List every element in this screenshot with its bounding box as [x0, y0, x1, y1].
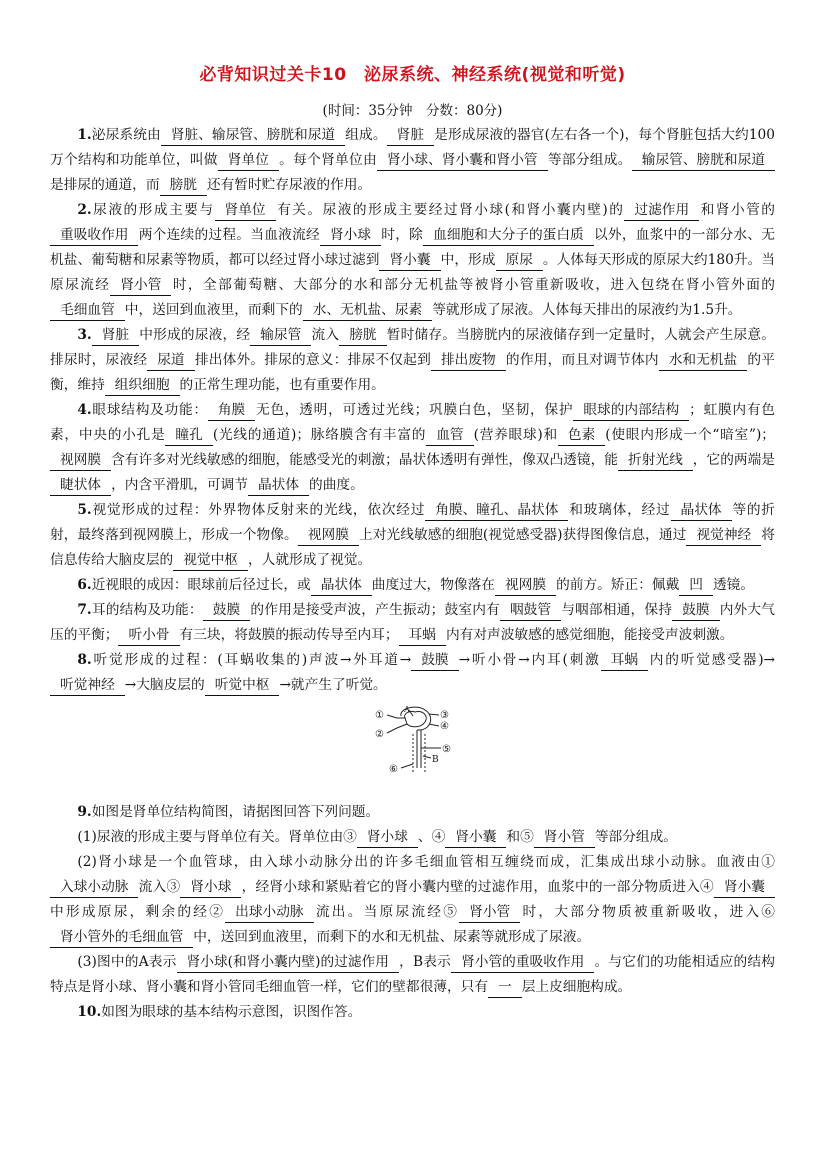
question-text: 有三块，将鼓膜的振动传导至内耳； [179, 627, 399, 643]
tubule-shape [417, 730, 421, 768]
time-score-line: (时间：35分钟 分数：80分) [322, 103, 503, 119]
label-4: ④ [440, 721, 449, 732]
question-6 [50, 573, 775, 598]
question-text: 中形成原尿，剩余的经② [50, 904, 226, 920]
question-text: 视觉形成的过程：外界物体反射来的光线，依次经过 [91, 502, 426, 518]
question-text: 有关。尿液的形成主要经过肾小球(和肾小囊内壁)的 [275, 202, 625, 218]
answer-blank: 瞳孔 [165, 426, 212, 446]
question-text: ，它的两端是 [692, 452, 775, 468]
question-text: 内的听觉感受器)→ [648, 652, 776, 668]
label-6: ⑥ [389, 764, 398, 775]
question-text: 的曲度。 [309, 477, 364, 493]
answer-blank: 肾小管 [459, 903, 520, 923]
answer-blank: 肾脏 [92, 326, 139, 346]
question-text: ，内含平滑肌，可调节 [111, 477, 248, 493]
question-text: 流入 [311, 327, 340, 343]
question-text: 的作用，而且对调节体内 [505, 352, 659, 368]
answer-blank: 输尿管、膀胱和尿道 [632, 151, 775, 171]
answer-blank: 肾小管外的毛细血管 [50, 928, 193, 948]
question-text: 等部分组成。 [594, 829, 677, 845]
question-text: 组成。 [345, 127, 387, 143]
answer-blank: 肾脏、输尿管、膀胱和尿道 [161, 126, 345, 146]
answer-blank: 睫状体 [50, 476, 111, 496]
label-2: ② [375, 729, 384, 740]
answer-blank: 视网膜 [495, 576, 556, 596]
question-text: 、④ [417, 829, 446, 845]
question-text: 尿液的形成主要与 [91, 202, 215, 218]
answer-blank: 入球小动脉 [50, 878, 138, 898]
label-3: ③ [440, 710, 449, 721]
question-number: 2. [77, 202, 92, 218]
answer-blank: 视觉中枢 [173, 551, 248, 571]
answer-blank: 肾小管的重吸收作用 [451, 953, 594, 973]
question-text: 。人体每天形成的原尿大约180升。当原尿流经 [50, 252, 775, 293]
question-text: 将信息传给大脑皮层的 [50, 527, 775, 568]
question-text: ；虹膜内有色素，中央的小孔是 [50, 402, 775, 443]
question-text: 泌尿系统由 [91, 127, 161, 143]
question-text: 中，形成 [440, 252, 496, 268]
question-text: ，人就形成了视觉。 [247, 552, 372, 568]
answer-blank: 肾小球、肾小囊和肾小管 [377, 151, 548, 171]
answer-blank: 肾小管 [534, 828, 595, 848]
leader-line-6 [401, 764, 413, 768]
question-3 [50, 323, 775, 398]
answer-blank: 晶状体 [671, 501, 732, 521]
question-number: 9. [77, 804, 92, 820]
answer-blank: 肾小囊 [445, 828, 506, 848]
question-text: 层上皮细胞构成。 [521, 979, 632, 995]
answer-blank: 鼓膜 [203, 601, 250, 621]
nephron-diagram [373, 706, 473, 786]
question-text: 眼球结构及功能： [91, 402, 208, 418]
answer-blank: 晶状体 [311, 576, 372, 596]
question-text: 中，送回到血液里，而剩下的 [124, 302, 303, 318]
answer-blank: 血细胞和大分子的蛋白质 [423, 226, 594, 246]
answer-blank: 鼓膜 [411, 651, 458, 671]
question-text: 。与它们的功能相适应的结构特点是肾小球、肾小囊和肾小管同毛细血管一样，它们的壁都很薄，只有 [50, 954, 775, 995]
question-9-part-2 [50, 850, 775, 950]
question-text: 时，大部分物质被重新吸收，进入⑥ [520, 904, 775, 920]
question-text: (营养眼球)和 [473, 427, 558, 443]
question-text: 两个连续的过程。当血液流经 [138, 227, 320, 243]
answer-blank: 耳蜗 [399, 626, 446, 646]
question-number: 5. [77, 502, 92, 518]
question-text: 含有许多对光线敏感的细胞，能感受光的刺激；晶状体透明有弹性，像双凸透镜，能 [111, 452, 619, 468]
answer-blank: 色素 [558, 426, 605, 446]
question-text: (光线的通道)；脉络膜含有丰富的 [212, 427, 427, 443]
answer-blank: 晶状体 [248, 476, 309, 496]
leader-line-b [423, 756, 431, 758]
answer-blank: 出球小动脉 [225, 903, 313, 923]
efferent-arteriole-shape [397, 724, 407, 728]
question-text: 的前方。矫正：佩戴 [556, 577, 680, 593]
leader-line-3 [429, 714, 439, 715]
question-text: 与咽部相通，保持 [561, 602, 673, 618]
answer-blank: 听觉中枢 [205, 676, 280, 696]
question-number: 6. [77, 577, 92, 593]
question-number: 3. [77, 327, 92, 343]
answer-blank: 水、无机盐、尿素 [303, 301, 433, 321]
answer-blank: 肾小球 [180, 878, 241, 898]
leader-line-2 [387, 728, 397, 733]
question-9-stem [50, 800, 775, 825]
answer-blank: 肾小囊 [714, 878, 775, 898]
question-2 [50, 198, 775, 323]
answer-blank: 血管 [426, 426, 473, 446]
question-text: 内外大气压的平衡； [50, 602, 775, 643]
question-text: (3)图中的A表示 [77, 954, 177, 970]
question-8 [50, 648, 775, 698]
question-text: 如图为眼球的基本结构示意图，识图作答。 [101, 1004, 362, 1020]
capillary-shape [413, 734, 425, 772]
question-text: 和肾小管的 [699, 202, 775, 218]
worksheet-page [50, 60, 775, 1025]
question-text: 排出体外。排尿的意义：排尿不仅起到 [194, 352, 431, 368]
page-title: 必背知识过关卡10 泌尿系统、神经系统(视觉和听觉) [199, 65, 626, 85]
answer-blank: 组织细胞 [105, 376, 180, 396]
answer-blank: 肾小球 [320, 226, 381, 246]
question-text: 。每个肾单位由 [278, 152, 377, 168]
answer-blank: 角膜、瞳孔、晶状体 [425, 501, 568, 521]
answer-blank: 膀胱 [339, 326, 386, 346]
question-text: 和⑤ [506, 829, 534, 845]
question-text: 的作用是接受声波，产生振动；鼓室内有 [250, 602, 500, 618]
answer-blank: 耳蜗 [601, 651, 648, 671]
question-text: 中，送回到血液里，而剩下的水和无机盐、尿素等就形成了尿液。 [193, 929, 591, 945]
question-7 [50, 598, 775, 648]
answer-blank: 膀胱 [160, 176, 207, 196]
question-10 [50, 1000, 775, 1025]
question-text: (1)尿液的形成主要与肾单位有关。肾单位由③ [77, 829, 357, 845]
answer-blank: 听小骨 [118, 626, 179, 646]
answer-blank: 鼓膜 [672, 601, 719, 621]
question-text: →就产生了听觉。 [279, 677, 387, 693]
leader-line-1 [387, 715, 397, 718]
answer-blank: 听觉神经 [50, 676, 125, 696]
question-text: ，经肾小球和紧贴着它的肾小囊内壁的过滤作用，血浆中的一部分物质进入④ [241, 879, 714, 895]
answer-blank: 眼球的内部结构 [573, 401, 689, 421]
question-text: 和玻璃体，经过 [568, 502, 671, 518]
question-number: 8. [77, 652, 92, 668]
question-4 [50, 398, 775, 498]
question-text: 的正常生理功能，也有重要作用。 [179, 377, 385, 393]
question-text: 听觉形成的过程：(耳蜗收集的)声波→外耳道→ [91, 652, 412, 668]
label-b: B [432, 755, 439, 765]
label-a: A [404, 706, 410, 714]
question-text: →听小骨→内耳(刺激 [458, 652, 601, 668]
question-text: 时，全部葡萄糖、大部分的水和部分无机盐等被肾小管重新吸收，进入包绕在肾小管外面的 [171, 277, 775, 293]
answer-blank: 视网膜 [50, 451, 111, 471]
answer-blank: 视觉神经 [686, 526, 761, 546]
question-text: 时，除 [381, 227, 424, 243]
question-text: 曲度过大，物像落在 [371, 577, 495, 593]
question-text: 的平衡，维持 [50, 352, 775, 393]
answer-blank: 原尿 [496, 251, 543, 271]
leader-line-4 [429, 724, 439, 726]
question-text: (使眼内形成一个“暗室”)； [605, 427, 775, 443]
answer-blank: 过滤作用 [624, 201, 699, 221]
question-text: 等就形成了尿液。人体每天排出的尿液约为1.5升。 [432, 302, 742, 318]
answer-blank: 肾单位 [215, 201, 276, 221]
answer-blank: 肾小管 [110, 276, 171, 296]
question-text: 耳的结构及功能： [91, 602, 203, 618]
label-1: ① [375, 710, 384, 721]
question-text: 内有对声波敏感的感觉细胞，能接受声波刺激。 [445, 627, 734, 643]
answer-blank: 重吸收作用 [50, 226, 138, 246]
question-number: 4. [77, 402, 92, 418]
question-text: 上对光线敏感的细胞(视觉感受器)获得图像信息，通过 [358, 527, 687, 543]
answer-blank: 排出废物 [431, 351, 506, 371]
question-text: 还有暂时贮存尿液的作用。 [206, 177, 372, 193]
answer-blank: 肾单位 [218, 151, 279, 171]
answer-blank: 肾脏 [387, 126, 434, 146]
question-text: 等部分组成。 [547, 152, 632, 168]
answer-blank: 凹 [679, 576, 713, 596]
question-text: (2)肾小球是一个血管球，由入球小动脉分出的许多毛细血管相互缠绕而成，汇集成出球小动脉。血液由① [77, 854, 775, 870]
nephron-diagram-svg [373, 706, 473, 786]
answer-blank: 肾小球(和肾小囊内壁)的过滤作用 [177, 953, 399, 973]
answer-blank: 尿道 [147, 351, 194, 371]
answer-blank: 角膜 [208, 401, 255, 421]
question-9-part-3 [50, 950, 775, 1000]
question-1 [50, 123, 775, 198]
question-number: 7. [77, 602, 92, 618]
question-text: →大脑皮层的 [124, 677, 205, 693]
answer-blank: 肾小球 [357, 828, 418, 848]
answer-blank: 咽鼓管 [500, 601, 561, 621]
answer-blank: 肾小囊 [379, 251, 440, 271]
answer-blank: 水和无机盐 [659, 351, 747, 371]
answer-blank: 视网膜 [298, 526, 359, 546]
answer-blank: 毛细血管 [50, 301, 125, 321]
answer-blank: 折射光线 [618, 451, 693, 471]
question-number: 10. [77, 1004, 102, 1020]
question-text: 以外，血浆中的一部分水、无机盐、葡萄糖和尿素等物质，都可以经过肾小球过滤到 [50, 227, 775, 268]
answer-blank: 一 [488, 978, 522, 998]
question-9-part-1 [50, 825, 775, 850]
question-5 [50, 498, 775, 573]
question-text: 无色，透明，可透过光线；巩膜白色，坚韧，保护 [255, 402, 574, 418]
question-text: 流入③ [138, 879, 181, 895]
question-text: 等的折射，最终落到视网膜上，形成一个物像。 [50, 502, 775, 543]
question-text: 近视眼的成因：眼球前后径过长，或 [91, 577, 311, 593]
question-text: 流出。当原尿流经⑤ [313, 904, 460, 920]
question-text: 中形成的尿液，经 [139, 327, 251, 343]
question-text: ，B表示 [398, 954, 452, 970]
question-number: 1. [77, 127, 92, 143]
question-text: 是排尿的通道，而 [50, 177, 160, 193]
label-5: ⑤ [442, 744, 451, 755]
question-text: 如图是肾单位结构简图，请据图回答下列问题。 [91, 804, 380, 820]
question-text: 暂时储存。当膀胱内的尿液储存到一定量时，人就会产生尿意。排尿时，尿液经 [50, 327, 775, 368]
answer-blank: 输尿管 [250, 326, 311, 346]
question-text: 是形成尿液的器官(左右各一个)，每个肾脏包括大约100万个结构和功能单位，叫做 [50, 127, 775, 168]
question-text: 透镜。 [712, 577, 755, 593]
